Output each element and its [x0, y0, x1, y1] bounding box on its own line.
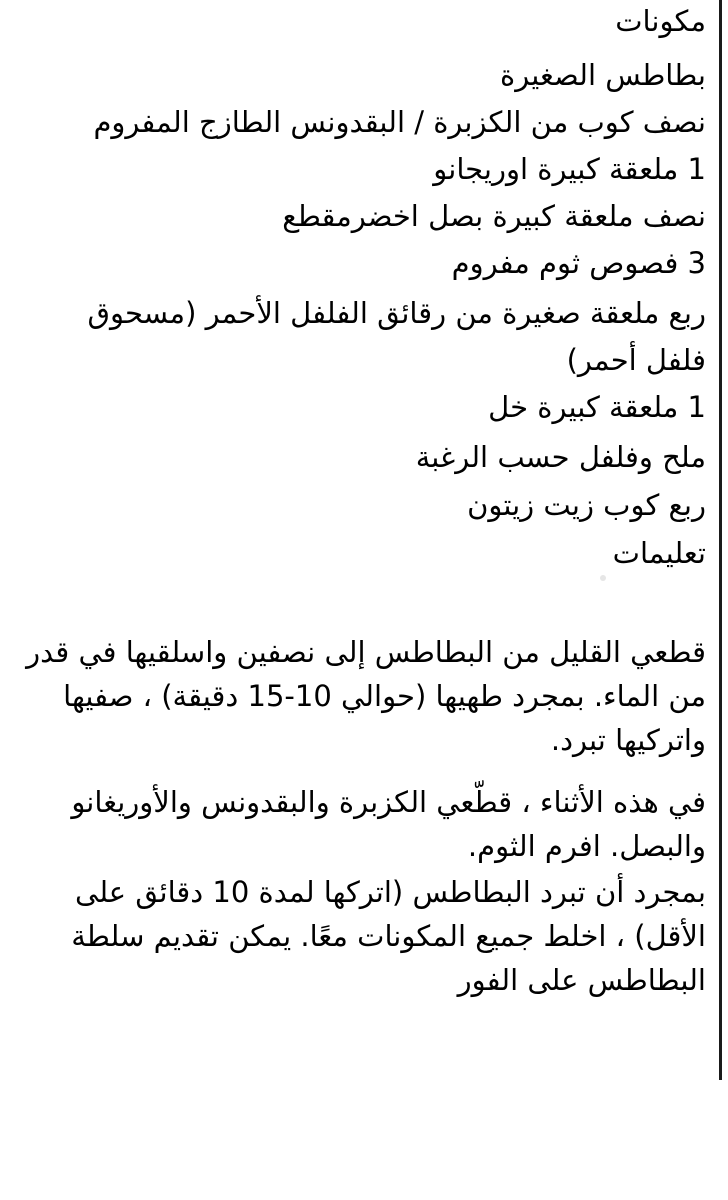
ingredient-item: ربع ملعقة صغيرة من رقائق الفلفل الأحمر (مسحوق — [87, 296, 706, 330]
ingredient-item: ملح وفلفل حسب الرغبة — [415, 440, 706, 474]
ingredients-title: مكونات — [615, 4, 706, 38]
instruction-paragraph: في هذه الأثناء ، قطّعي الكزبرة والبقدونس والأوريغانو والبصل. افرم الثوم. — [71, 785, 706, 863]
ingredient-item: فلفل أحمر) — [566, 343, 706, 377]
ingredient-item: ربع كوب زيت زيتون — [467, 488, 706, 522]
instructions-title: تعليمات — [612, 536, 706, 570]
instruction-paragraph: بمجرد أن تبرد البطاطس (اتركها لمدة 10 دقائق على الأقل) ، اخلط جميع المكونات معًا. يمكن تقديم سلطة البطاطس على الفور — [71, 875, 706, 997]
decorative-dot — [600, 575, 606, 581]
ingredient-item: 3 فصوص ثوم مفروم — [451, 246, 706, 280]
ingredient-item: نصف ملعقة كبيرة بصل اخضرمقطع — [282, 199, 706, 233]
instruction-paragraph: قطعي القليل من البطاطس إلى نصفين واسلقيها في قدر من الماء. بمجرد طهيها (حوالي 10-15 دقيقة) ، صفيها واتركيها تبرد. — [26, 635, 706, 757]
ingredient-item: 1 ملعقة كبيرة اوريجانو — [433, 152, 706, 186]
ingredient-item: نصف كوب من الكزبرة / البقدونس الطازج المفروم — [93, 105, 706, 139]
ingredient-item: 1 ملعقة كبيرة خل — [488, 390, 706, 424]
page-border — [719, 0, 722, 1080]
ingredient-item: بطاطس الصغيرة — [500, 58, 706, 92]
